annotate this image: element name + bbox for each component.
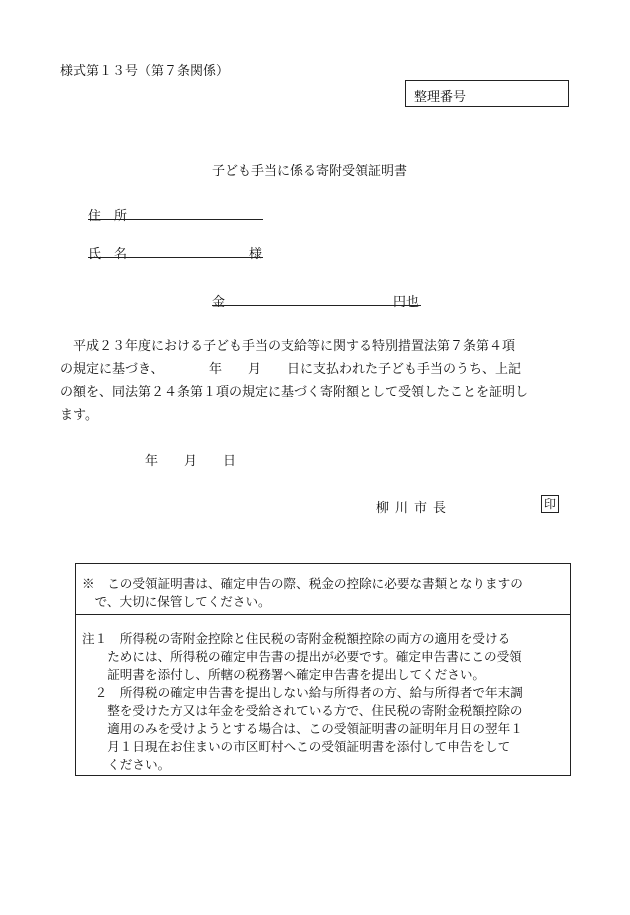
- note-text-line: 月１日現在お住まいの市区町村へこの受領証明書を添付して申告をして: [82, 739, 511, 754]
- amount-prefix: 金: [212, 295, 226, 310]
- notice-box: [75, 563, 571, 776]
- note-text-line: ２ 所得税の確定申告書を提出しない給与所得者の方、給与所得者で年末調: [82, 685, 523, 700]
- issue-date: 年 月 日: [145, 454, 237, 469]
- notice-text-line: ※ この受領証明書は、確定申告の際、税金の控除に必要な書類となりますの: [82, 576, 523, 591]
- body-text-line: ます。: [60, 408, 98, 423]
- form-number: 様式第１３号（第７条関係）: [60, 64, 230, 79]
- notice-text-line: で、大切に保管してください。: [82, 594, 271, 609]
- name-label: 氏 名: [88, 247, 128, 262]
- note-text-line: ください。: [82, 757, 171, 772]
- note-text-line: 注１ 所得税の寄附金控除と住民税の寄附金税額控除の両方の適用を受ける: [82, 631, 511, 646]
- address-field-line[interactable]: [88, 219, 263, 220]
- name-honorific: 様: [249, 247, 263, 262]
- reference-number-label: 整理番号: [414, 90, 467, 105]
- amount-suffix: 円也: [393, 295, 420, 310]
- document-title: 子ども手当に係る寄附受領証明書: [212, 164, 408, 179]
- note-text-line: 整を受けた方又は年金を受給されている方で、住民税の寄附金税額控除の: [82, 703, 523, 718]
- divider: [76, 614, 570, 615]
- address-label: 住 所: [88, 209, 128, 224]
- issuer-title: 柳川市長: [376, 501, 453, 516]
- amount-field-line[interactable]: [212, 305, 421, 306]
- note-text-line: 適用のみを受けようとする場合は、この受領証明書の証明年月日の翌年１: [82, 721, 523, 736]
- note-text-line: 証明書を添付し、所轄の税務署へ確定申告書を提出してください。: [82, 667, 485, 682]
- body-text-line: 平成２３年度における子ども手当の支給等に関する特別措置法第７条第４項: [60, 339, 516, 354]
- body-text-line: の規定に基づき、 年 月 日に支払われた子ども手当のうち、上記: [60, 362, 521, 377]
- reference-number-box[interactable]: [405, 80, 569, 107]
- seal-mark: 印: [541, 495, 559, 513]
- name-field-line[interactable]: [88, 257, 263, 258]
- note-text-line: ためには、所得税の確定申告書の提出が必要です。確定申告書にこの受領: [82, 649, 522, 664]
- body-text-line: の額を、同法第２４条第１項の規定に基づく寄附額として受領したことを証明し: [60, 385, 529, 400]
